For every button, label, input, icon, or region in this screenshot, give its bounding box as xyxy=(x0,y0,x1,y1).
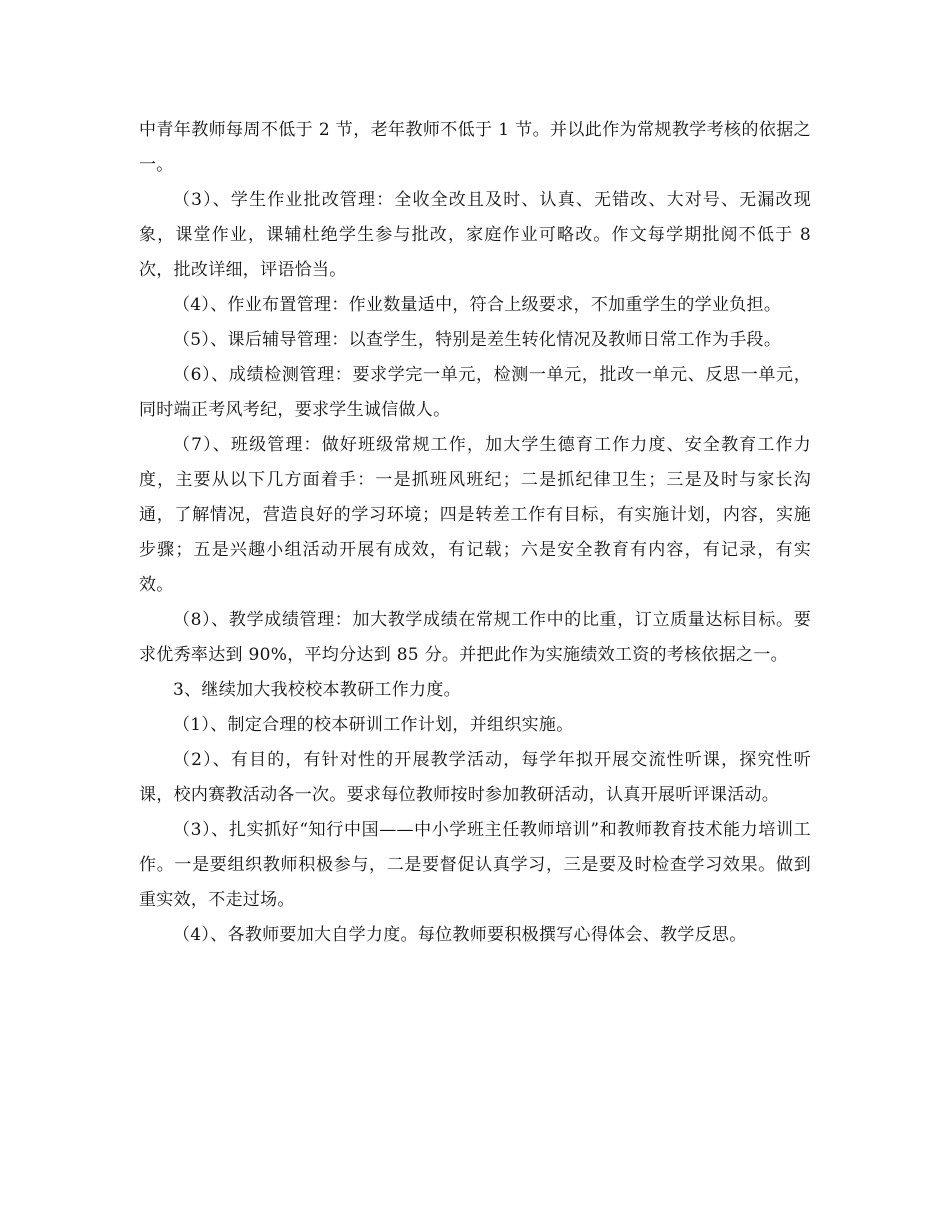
paragraph-teacher-training: （3）、扎实抓好“知行中国——中小学班主任教师培训”和教师教育技术能力培训工作。一是要组织教师积极参与，二是要督促认真学习，三是要及时检查学习效果。做到重实效，不走过场。 xyxy=(139,820,811,910)
paragraph-grade-testing: （6）、成绩检测管理：要求学完一单元，检测一单元，批改一单元、反思一单元，同时端正考风考纪，要求学生诚信做人。 xyxy=(139,365,811,420)
paragraph-teaching-activities: （2）、有目的，有针对性的开展教学活动，每学年拟开展交流性听课，探究性听课，校内赛教活动各一次。要求每位教师按时参加教研活动，认真开展听评课活动。 xyxy=(139,750,811,805)
paragraph-research-plan: （1）、制定合理的校本研训工作计划，并组织实施。 xyxy=(173,715,574,735)
paragraph-teaching-results: （8）、教学成绩管理：加大教学成绩在常规工作中的比重，订立质量达标目标。要求优秀率达到 90%，平均分达到 85 分。并把此作为实施绩效工资的考核依据之一。 xyxy=(139,610,811,665)
paragraph-homework-correction: （3）、学生作业批改管理：全收全改且及时、认真、无错改、大对号、无漏改现象，课堂作业，课辅杜绝学生参与批改，家庭作业可略改。作文每学期批阅不低于 8 次，批改详细，评语恰当。 xyxy=(139,190,811,280)
document-body xyxy=(139,113,811,953)
paragraph-self-study: （4）、各教师要加大自学力度。每位教师要积极撰写心得体会、教学反思。 xyxy=(173,925,747,945)
section-heading-school-research: 3、继续加大我校校本教研工作力度。 xyxy=(173,680,461,700)
paragraph-homework-assignment: （4）、作业布置管理：作业数量适中，符合上级要求，不加重学生的学业负担。 xyxy=(173,295,782,315)
paragraph-continuation: 中青年教师每周不低于 2 节，老年教师不低于 1 节。并以此作为常规教学考核的依据之一。 xyxy=(139,120,811,175)
paragraph-class-management: （7）、班级管理：做好班级常规工作，加大学生德育工作力度、安全教育工作力度，主要从以下几方面着手：一是抓班风班纪；二是抓纪律卫生；三是及时与家长沟通，了解情况，营造良好的学习环境；四是转差工作有目标，有实施计划，内容，实施步骤；五是兴趣小组活动开展有成效，有记载；六是安全教育有内容，有记录，有实效。 xyxy=(139,435,811,595)
paragraph-after-class-tutoring: （5）、课后辅导管理：以查学生，特别是差生转化情况及教师日常工作为手段。 xyxy=(173,330,782,350)
